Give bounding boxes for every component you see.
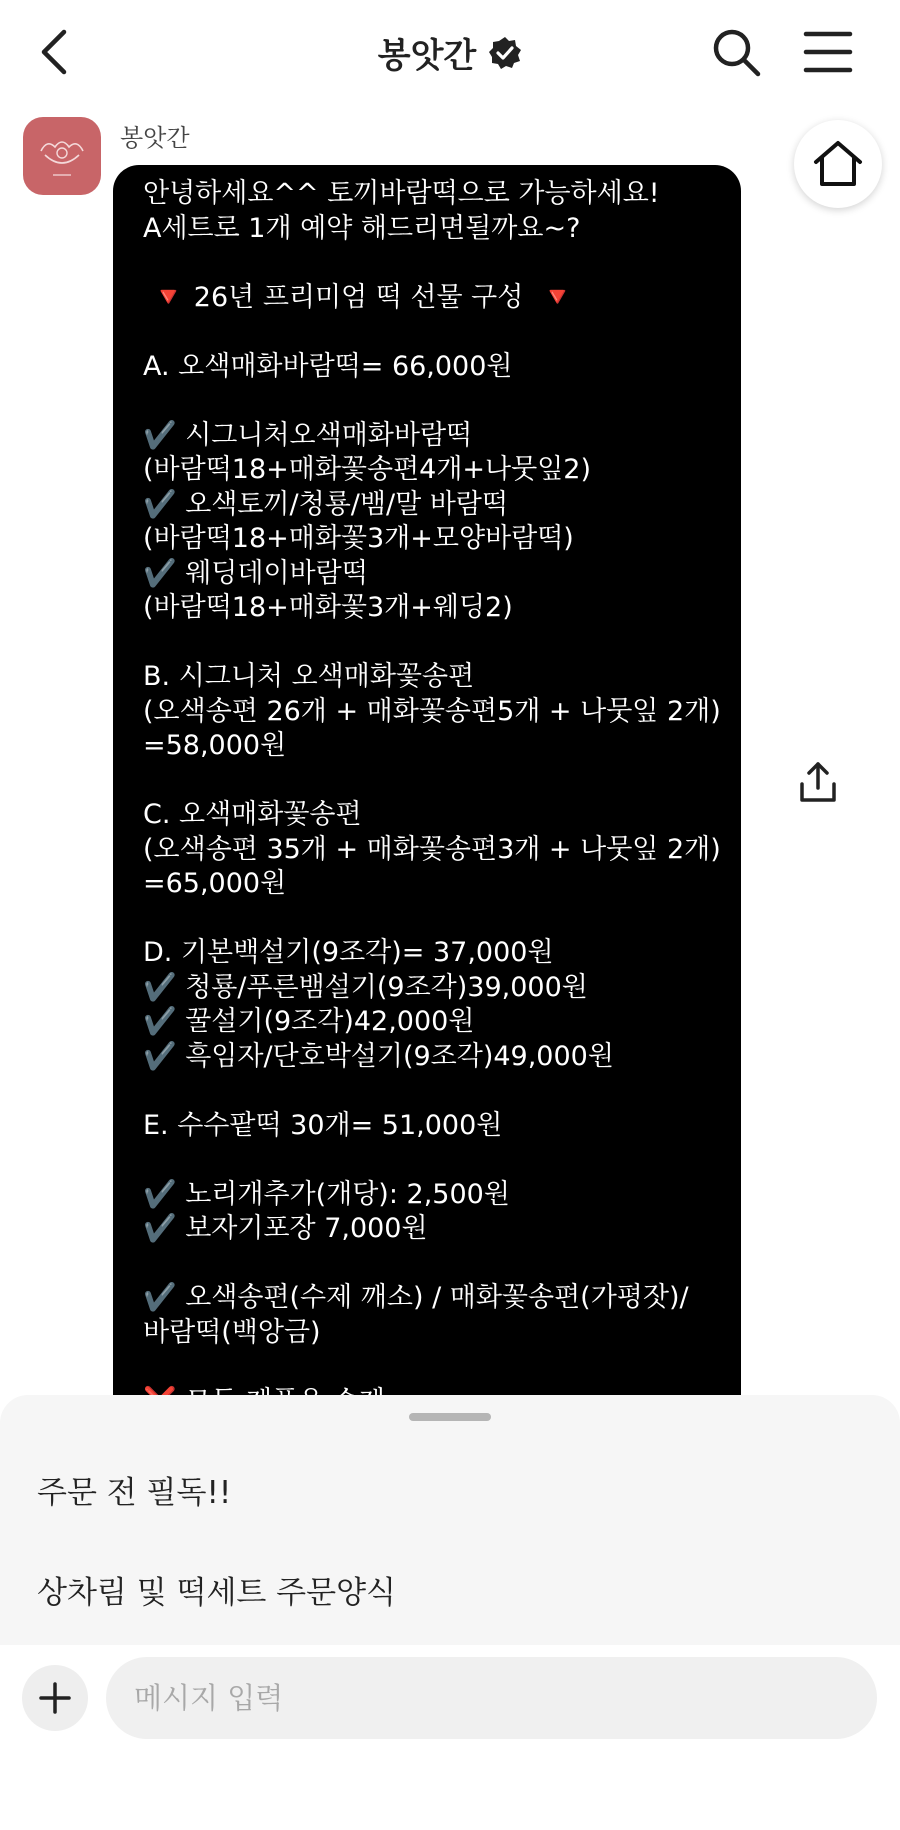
message-line: (바람떡18+매화꽃송편4개+나뭇잎2) bbox=[143, 454, 592, 485]
message-line: A. 오색매화바람떡= 66,000원 bbox=[143, 350, 513, 382]
message-line: 바람떡(백앙금) bbox=[143, 1316, 321, 1348]
home-icon bbox=[812, 138, 864, 190]
message-bubble[interactable] bbox=[113, 165, 741, 1425]
search-button[interactable] bbox=[708, 24, 764, 80]
message-line bbox=[143, 1350, 733, 1385]
message-line: (바람떡18+매화꽃3개+모양바람떡) bbox=[143, 523, 574, 554]
menu-button[interactable] bbox=[800, 24, 856, 80]
message-line bbox=[143, 902, 733, 937]
home-button[interactable] bbox=[794, 120, 882, 208]
message-line bbox=[143, 246, 733, 281]
title-wrap bbox=[0, 28, 900, 77]
search-icon bbox=[708, 24, 764, 80]
verified-badge-icon bbox=[488, 36, 522, 70]
message-line: ✔️ 노리개추가(개당): 2,500원 bbox=[143, 1178, 510, 1210]
quick-menu-item[interactable]: 주문 전 필독!! bbox=[37, 1475, 232, 1511]
message-line: ✔️ 오색토끼/청룡/뱀/말 바람떡 bbox=[143, 488, 508, 520]
sheet-drag-handle[interactable] bbox=[409, 1413, 491, 1421]
quick-menu-sheet bbox=[0, 1395, 900, 1645]
message-line: ✔️ 시그니처오색매화바람떡 bbox=[143, 419, 473, 451]
attach-button[interactable] bbox=[22, 1665, 88, 1731]
share-button[interactable] bbox=[796, 760, 840, 804]
message-line bbox=[143, 626, 733, 661]
message-line: C. 오색매화꽃송편 bbox=[143, 799, 362, 830]
header bbox=[0, 0, 900, 104]
message-line: (오색송편 35개 + 매화꽃송편3개 + 나뭇잎 2개) bbox=[143, 833, 721, 865]
message-line bbox=[143, 1247, 733, 1282]
message-line: ✔️ 보자기포장 7,000원 bbox=[143, 1213, 428, 1244]
message-line bbox=[143, 384, 733, 419]
message-line: =58,000원 bbox=[143, 730, 287, 761]
message-line: ✔️ 꿀설기(9조각)42,000원 bbox=[143, 1006, 475, 1037]
message-line: A세트로 1개 예약 해드리면될까요~? bbox=[143, 212, 581, 244]
message-line: 🔻 26년 프리미엄 떡 선물 구성 🔻 bbox=[143, 281, 575, 313]
message-line: 안녕하세요^^ 토끼바람떡으로 가능하세요! bbox=[143, 178, 660, 209]
message-line: ✔️ 흑임자/단호박설기(9조각)49,000원 bbox=[143, 1040, 614, 1072]
page-title: 봉앗간 bbox=[377, 36, 477, 76]
plus-icon bbox=[38, 1681, 72, 1715]
message-line: (오색송편 26개 + 매화꽃송편5개 + 나뭇잎 2개) bbox=[143, 695, 721, 727]
message-line: ✔️ 웨딩데이바람떡 bbox=[143, 557, 368, 589]
share-icon bbox=[796, 760, 840, 804]
message-line bbox=[143, 1074, 733, 1109]
message-line: ✔️ 오색송편(수제 깨소) / 매화꽃송편(가평잣)/ bbox=[143, 1282, 689, 1313]
sender-name: 봉앗간 bbox=[120, 124, 190, 152]
message-line bbox=[143, 764, 733, 799]
shop-logo-icon bbox=[23, 117, 101, 195]
hamburger-menu-icon bbox=[800, 24, 856, 80]
avatar[interactable] bbox=[23, 117, 101, 195]
message-input-bar bbox=[0, 1645, 900, 1830]
message-line: =65,000원 bbox=[143, 868, 287, 899]
message-text bbox=[143, 177, 733, 1419]
message-line: ✔️ 청룡/푸른뱀설기(9조각)39,000원 bbox=[143, 971, 588, 1003]
message-line: E. 수수팥떡 30개= 51,000원 bbox=[143, 1109, 503, 1141]
message-line: B. 시그니처 오색매화꽃송편 bbox=[143, 661, 475, 692]
message-line bbox=[143, 315, 733, 350]
message-line: (바람떡18+매화꽃3개+웨딩2) bbox=[143, 592, 513, 623]
message-line: D. 기본백설기(9조각)= 37,000원 bbox=[143, 937, 554, 968]
quick-menu-item[interactable]: 상차림 및 떡세트 주문양식 bbox=[37, 1575, 396, 1611]
message-line bbox=[143, 1143, 733, 1178]
message-input[interactable] bbox=[106, 1657, 877, 1739]
